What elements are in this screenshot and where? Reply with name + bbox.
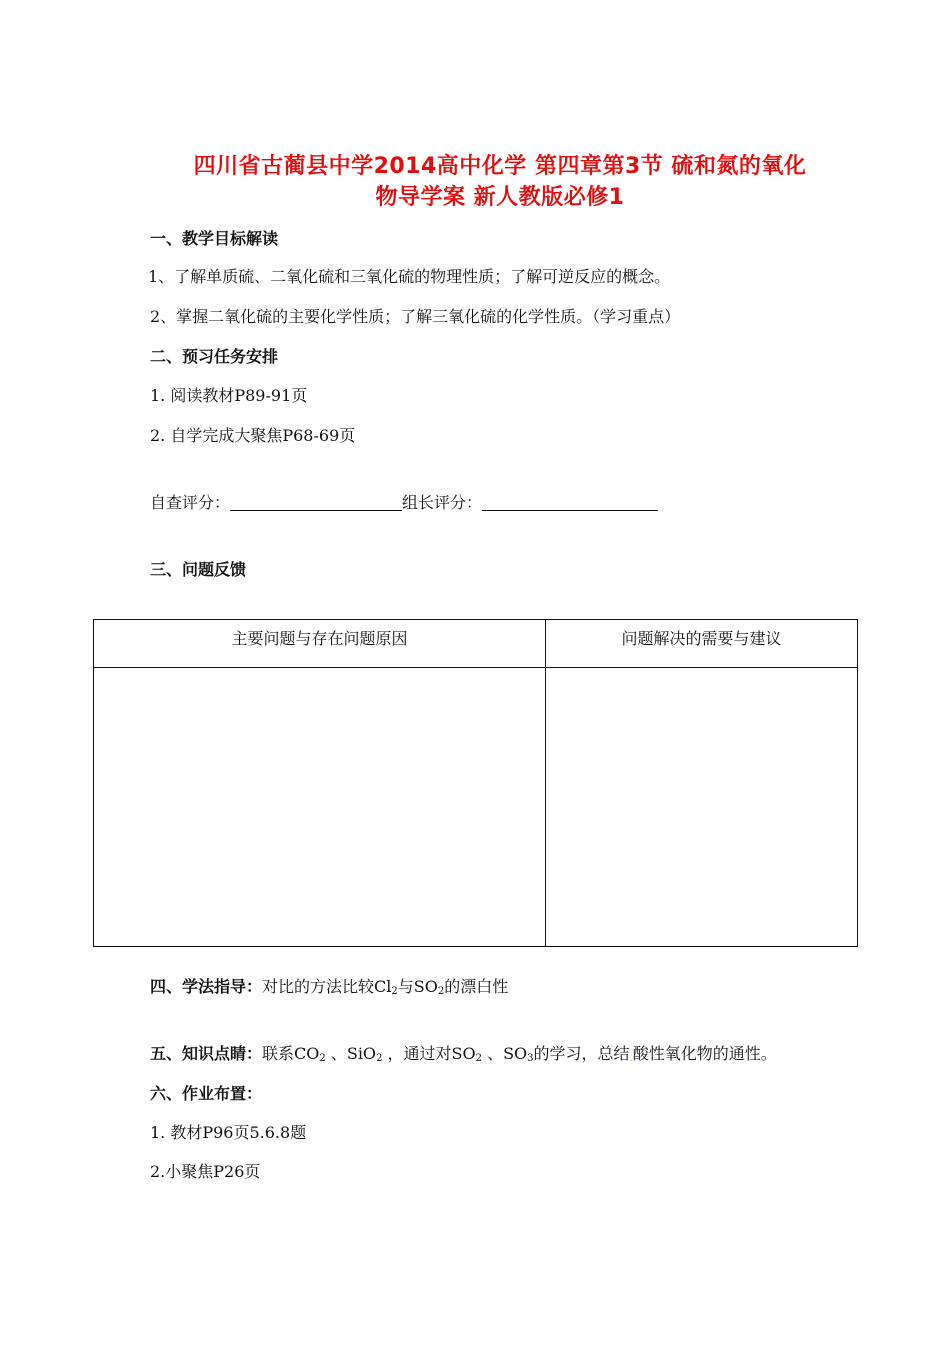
section5-text: 的学习，总结 xyxy=(533,1044,630,1063)
subscript: 3 xyxy=(527,1053,534,1064)
subscript: 2 xyxy=(475,1053,482,1064)
section6-heading: 六、作业布置： xyxy=(150,1084,263,1103)
section5-heading: 五、知识点睛： xyxy=(150,1044,263,1063)
section5-text: 酸性氧化物的通性。 xyxy=(632,1044,777,1063)
feedback-col1-header: 主要问题与存在问题原因 xyxy=(94,620,546,668)
section4-line xyxy=(150,974,508,997)
section6-item2: 2.小聚焦P26页 xyxy=(150,1162,261,1181)
document-title-line1: 四川省古蔺县中学2014高中化学 第四章第3节 硫和氮的氧化 xyxy=(193,154,807,179)
section1-item1: 1、了解单质硫、二氧化硫和三氧化硫的物理性质；了解可逆反应的概念。 xyxy=(148,267,671,286)
leader-score-blank[interactable] xyxy=(482,494,658,511)
section1-heading: 一、教学目标解读 xyxy=(150,229,279,248)
section2-item2: 2. 自学完成大聚焦P68-69页 xyxy=(150,426,356,445)
section4-text: 对比的方法比较Cl xyxy=(262,977,392,996)
document-title-line2: 物导学案 新人教版必修1 xyxy=(375,185,625,210)
section5-text: ，通过对SO xyxy=(382,1044,476,1063)
feedback-col2-header: 问题解决的需要与建议 xyxy=(546,620,858,668)
section2-heading: 二、预习任务安排 xyxy=(150,347,279,366)
section5-line xyxy=(150,1041,777,1064)
section4-text: 与SO xyxy=(397,977,438,996)
section6-item1: 1. 教材P96页5.6.8题 xyxy=(150,1123,307,1142)
subscript: 2 xyxy=(376,1053,383,1064)
section1-item2: 2、掌握二氧化硫的主要化学性质；了解三氧化硫的化学性质。（学习重点） xyxy=(150,307,681,326)
emphasis-mark: . xyxy=(629,1053,633,1064)
section5-text: 联系CO xyxy=(262,1044,320,1063)
section5-text: 、SO xyxy=(481,1044,528,1063)
self-score-label: 自查评分： xyxy=(150,493,231,512)
section2-item1: 1. 阅读教材P89-91页 xyxy=(150,386,308,405)
subscript: 2 xyxy=(391,986,398,997)
subscript: 2 xyxy=(437,986,445,997)
section4-text: 的漂白性 xyxy=(444,977,509,996)
section3-heading: 三、问题反馈 xyxy=(150,560,247,579)
section4-heading: 四、学法指导： xyxy=(150,977,263,996)
subscript: 2 xyxy=(319,1053,326,1064)
self-score-blank[interactable] xyxy=(230,494,402,511)
score-row xyxy=(150,490,658,513)
feedback-table xyxy=(93,619,858,947)
feedback-col1-cell[interactable] xyxy=(94,668,546,947)
section5-text: 、SiO xyxy=(325,1044,377,1063)
leader-score-label: 组长评分： xyxy=(402,493,483,512)
feedback-col2-cell[interactable] xyxy=(546,668,858,947)
